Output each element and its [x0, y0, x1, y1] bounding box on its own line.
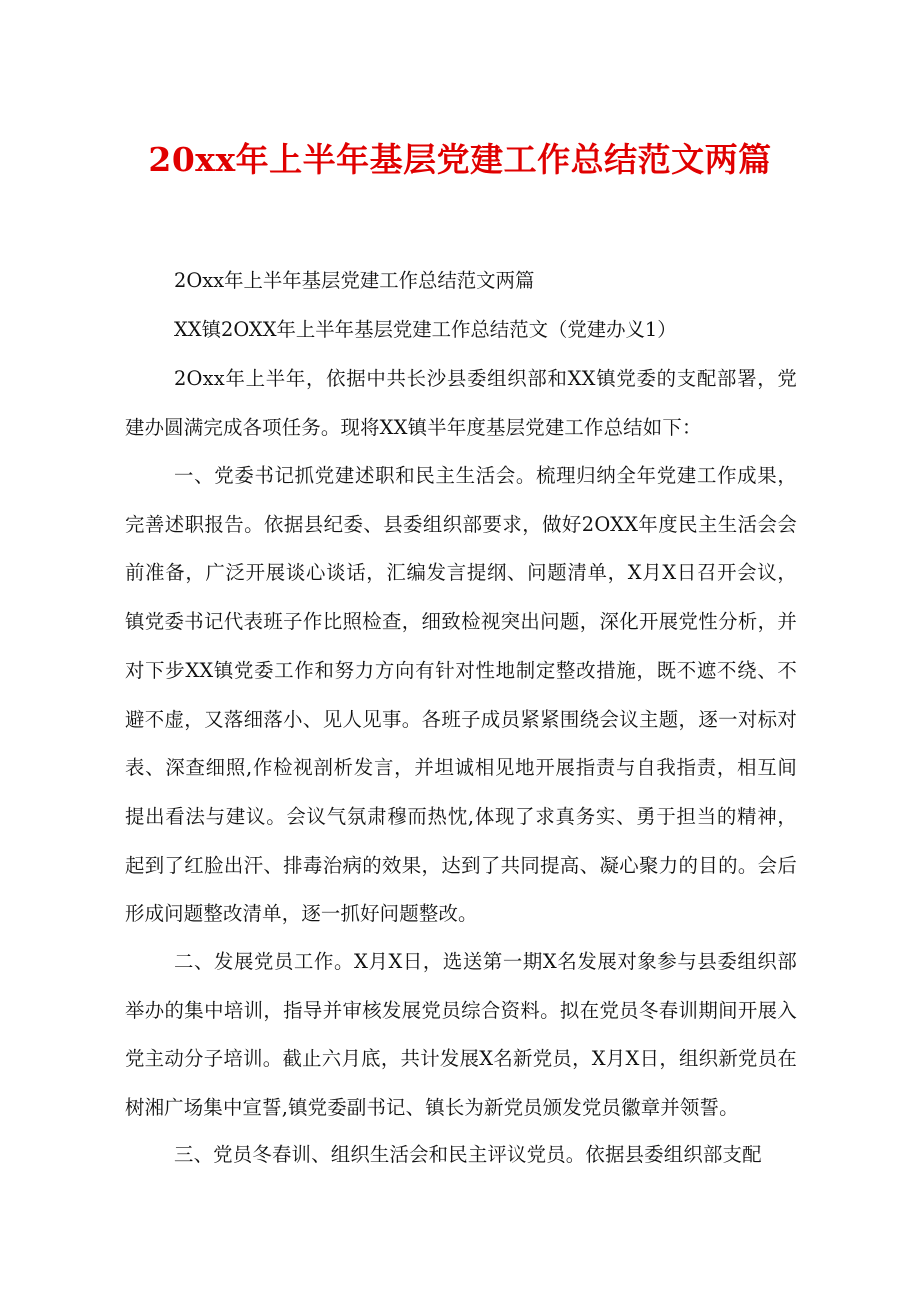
document-title-text: 20xx年上半年基层党建工作总结范文两篇 [148, 140, 772, 179]
paragraph-section-3: 三、党员冬春训、组织生活会和民主评议党员。依据县委组织部支配 [174, 1143, 762, 1166]
document-subtitle: 2Oxx年上半年基层党建工作总结范文两篇 [174, 269, 535, 292]
paragraph-section-2: 二、发展党员工作。X月X日，选送第一期X名发展对象参与县委组织部举办的集中培训，指导并审核发展党员综合资料。拟在党员冬春训期间开展入党主动分子培训。截止六月底，共计发展X名新党员，X月X日，组织新党员在树湘广场集中宣誓,镇党委副书记、镇长为新党员颁发党员徽章并领誓。 [125, 950, 797, 1120]
paragraph-intro: 2Oxx年上半年，依据中共长沙县委组织部和XX镇党委的支配部署，党建办圆满完成各项任务。现将XX镇半年度基层党建工作总结如下： [125, 367, 797, 439]
document-title [0, 138, 920, 182]
section-heading: XX镇2OXX年上半年基层党建工作总结范文（党建办义1） [174, 318, 677, 341]
paragraph-section-1: 一、党委书记抓党建述职和民主生活会。梳理归纳全年党建工作成果，完善述职报告。依据县纪委、县委组织部要求，做好2OXX年度民主生活会会前准备，广泛开展谈心谈话，汇编发言提纲、问题清单，X月X日召开会议，镇党委书记代表班子作比照检查，细致检视突出问题，深化开展党性分析，并对下步XX镇党委工作和努力方向有针对性地制定整改措施，既不遮不绕、不避不虚，又落细落小、见人见事。各班子成员紧紧围绕会议主题，逐一对标对表、深查细照,作检视剖析发言，并坦诚相见地开展指责与自我指责，相互间提出看法与建议。会议气氛肃穆而热忱,体现了求真务实、勇于担当的精神，起到了红脸出汗、排毒治病的效果，达到了共同提高、凝心聚力的目的。会后形成问题整改清单，逐一抓好问题整改。 [125, 464, 797, 926]
